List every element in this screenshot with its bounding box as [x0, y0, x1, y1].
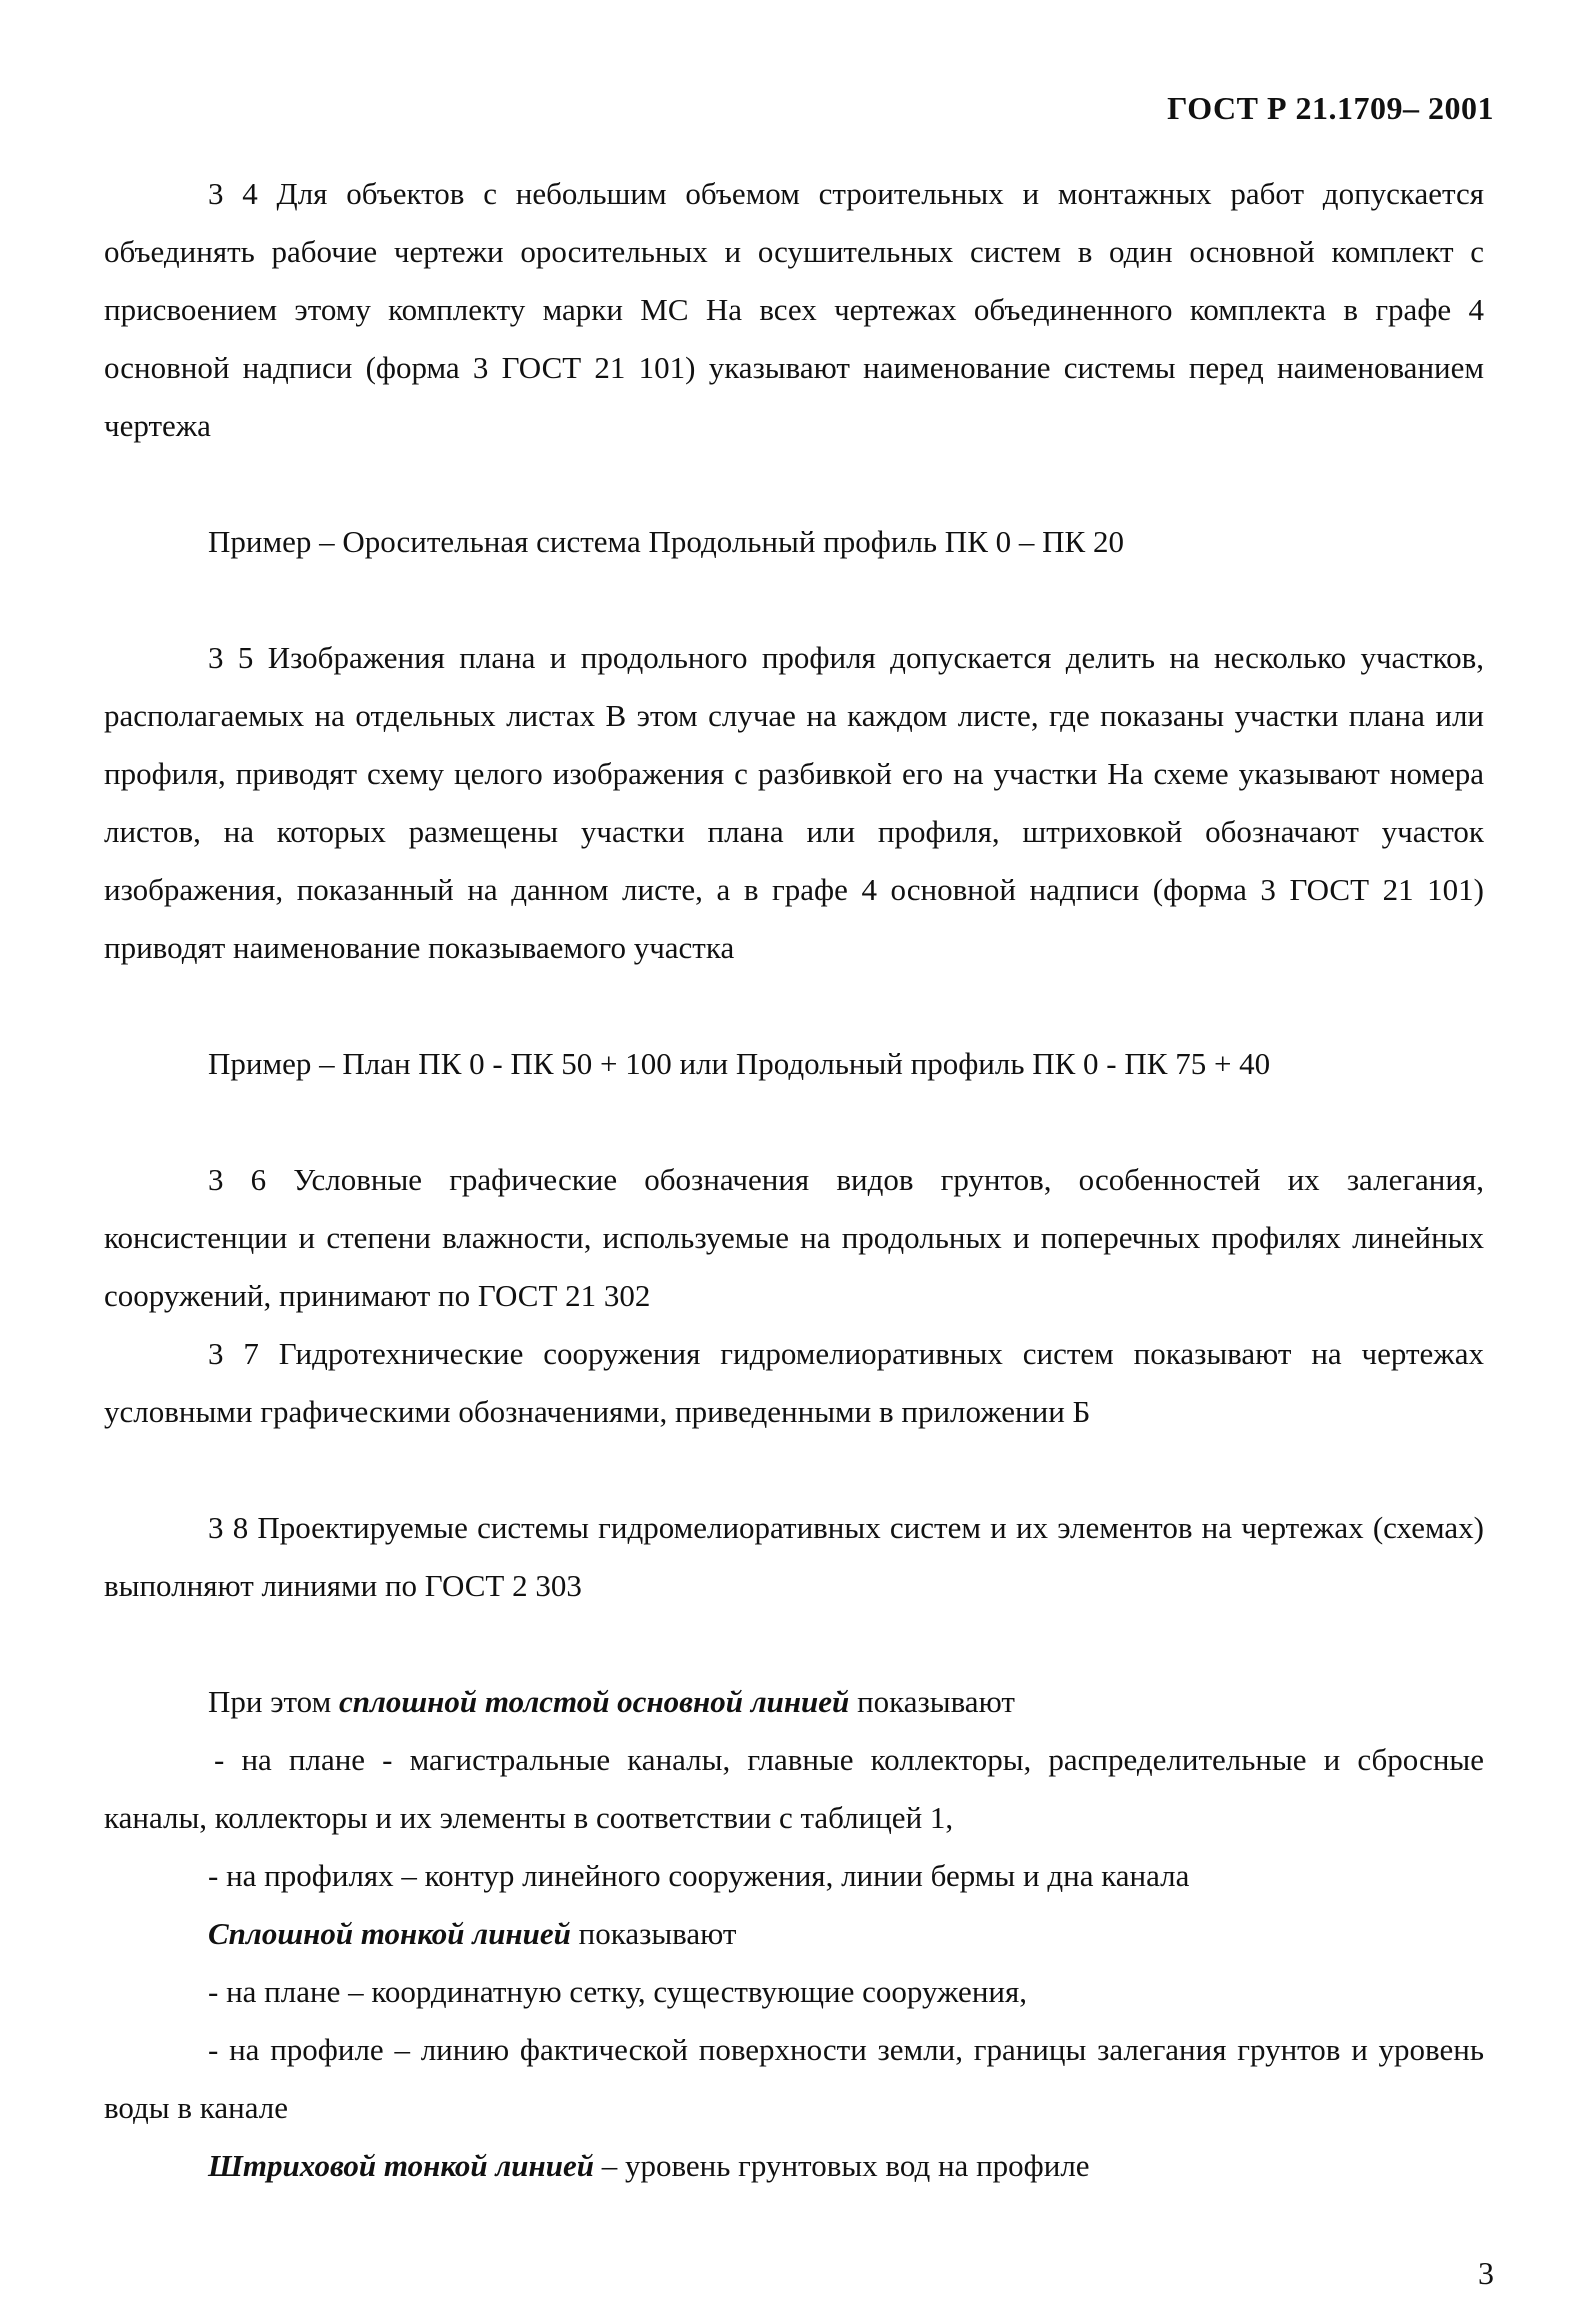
thick-line-label: сплошной толстой основной линией: [338, 1684, 850, 1719]
thin-line-intro: [104, 1905, 1484, 1963]
thin-line-item-plan: - на плане – координатную сетку, существующие сооружения,: [208, 1974, 1028, 2009]
dashed-line-suffix: – уровень грунтовых вод на профиле: [593, 2148, 1090, 2183]
lines-intro: [104, 1673, 1484, 1731]
thin-line-suffix: показывают: [570, 1916, 737, 1951]
thin-line-label: Сплошной тонкой линией: [208, 1916, 571, 1951]
paragraph-3-6: 3 6 Условные графические обозначения видов грунтов, особенностей их залегания, консистенции и степени влажности, используемые на продольных и поперечных профилях линейных сооружений, принимают по ГОСТ 21 302: [104, 1162, 1484, 1313]
example-3-5: Пример – План ПК 0 - ПК 50 + 100 или Продольный профиль ПК 0 - ПК 75 + 40: [208, 1046, 1271, 1081]
dashed-line-intro: [104, 2137, 1484, 2195]
lines-intro-suffix: показывают: [849, 1684, 1015, 1719]
paragraph-3-4: 3 4 Для объектов с небольшим объемом строительных и монтажных работ допускается объединять рабочие чертежи оросительных и осушительных систем в один основной комплект с присвоением этому комплекту марки МС На всех чертежах объединенного комплекта в графе 4 основной надписи (форма 3 ГОСТ 21 101) указывают наименование системы перед наименованием чертежа: [104, 176, 1484, 443]
document-code-header: ГОСТ Р 21.1709– 2001: [1167, 90, 1494, 126]
paragraph-3-7: 3 7 Гидротехнические сооружения гидромелиоративных систем показывают на чертежах условными графическими обозначениями, приведенными в приложении Б: [104, 1336, 1484, 1429]
example-3-4: Пример – Оросительная система Продольный профиль ПК 0 – ПК 20: [208, 524, 1124, 559]
page-number: 3: [1478, 2255, 1494, 2291]
paragraph-3-5: 3 5 Изображения плана и продольного профиля допускается делить на несколько участков, располагаемых на отдельных листах В этом случае на каждом листе, где показаны участки плана или профиля, приводят схему целого изображения с разбивкой его на участки На схеме указывают номера листов, на которых размещены участки плана или профиля, штриховкой обозначают участок изображения, показанный на данном листе, а в графе 4 основной надписи (форма 3 ГОСТ 21 101) приводят наименование показываемого участка: [104, 640, 1484, 965]
thick-line-item-profile: - на профилях – контур линейного сооружения, линии бермы и дна канала: [208, 1858, 1190, 1893]
paragraph-3-8: 3 8 Проектируемые системы гидромелиоративных систем и их элементов на чертежах (схемах) выполняют линиями по ГОСТ 2 303: [104, 1510, 1484, 1603]
thick-line-item-plan: - на плане - магистральные каналы, главные коллекторы, распределительные и сбросные каналы, коллекторы и их элементы в соответствии с таблицей 1,: [104, 1742, 1484, 1835]
thin-line-item-profile: - на профиле – линию фактической поверхности земли, границы залегания грунтов и уровень воды в канале: [104, 2032, 1484, 2125]
dashed-line-label: Штриховой тонкой линией: [208, 2148, 594, 2183]
lines-intro-prefix: При этом: [208, 1684, 339, 1719]
document-body: [104, 165, 1484, 2195]
